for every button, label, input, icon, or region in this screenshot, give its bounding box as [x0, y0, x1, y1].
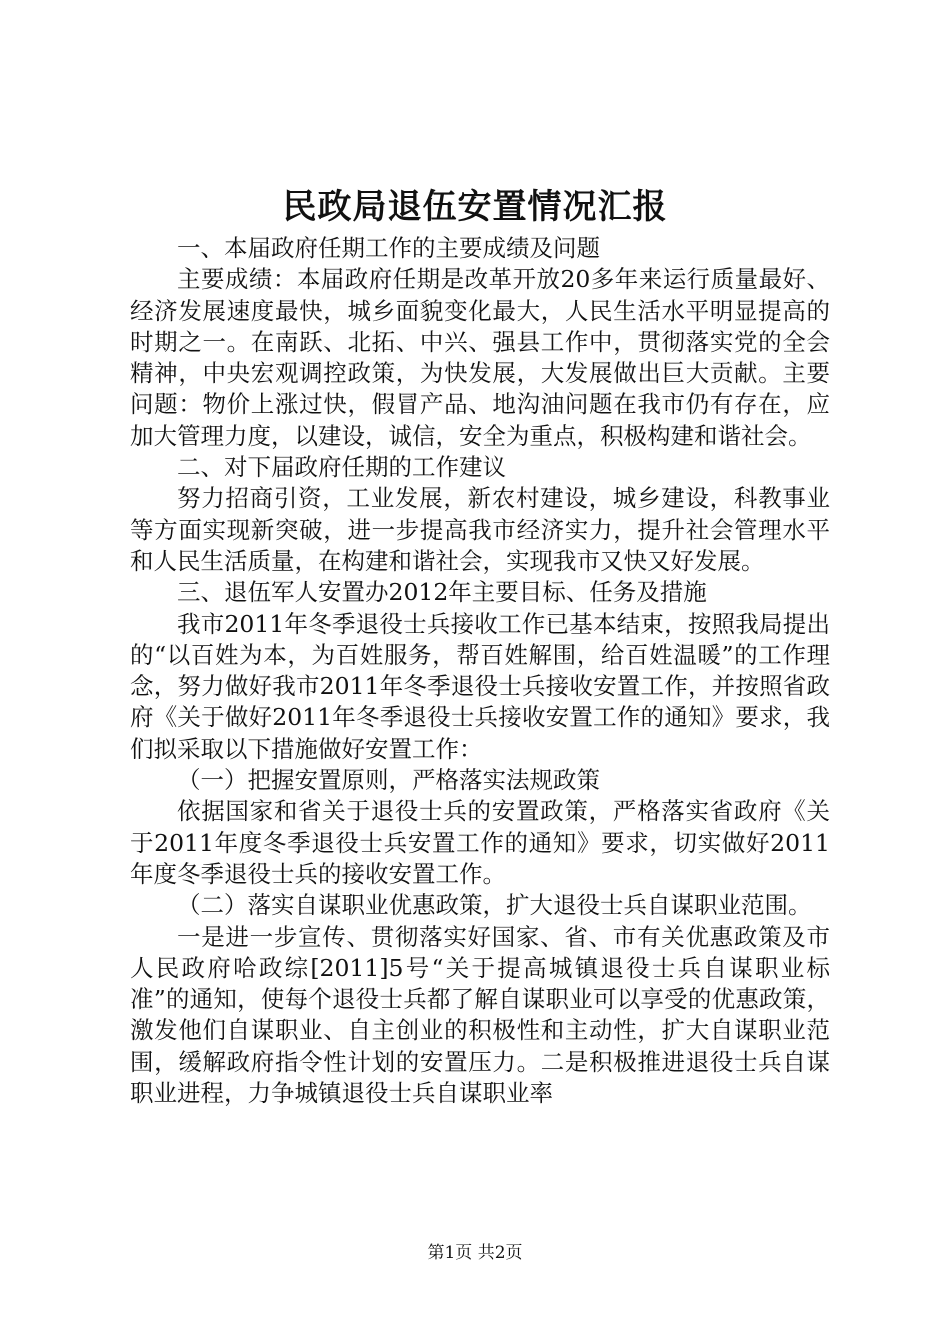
paragraph-achievements: 主要成绩：本届政府任期是改革开放20多年来运行质量最好、经济发展速度最快，城乡面貌变化最大，人民生活水平明显提高的时期之一。在南跃、北拓、中兴、强县工作中，贯彻落实党的全会精神，中央宏观调控政策，为快发展，大发展做出巨大贡献。主要问题：物价上涨过快，假冒产品、地沟油问题在我市仍有存在，应加大管理力度，以建设，诚信，安全为重点，积极构建和谐社会。 — [130, 265, 830, 450]
section-heading-2: 二、对下届政府任期的工作建议 — [177, 453, 506, 482]
paragraph-policy: 依据国家和省关于退役士兵的安置政策，严格落实省政府《关于2011年度冬季退役士兵安置工作的通知》要求，切实做好2011年度冬季退役士兵的接收安置工作。 — [130, 797, 830, 888]
paragraph-reception-work: 我市2011年冬季退役士兵接收工作已基本结束，按照我局提出的“以百姓为本，为百姓服务，帮百姓解围，给百姓温暖”的工作理念，努力做好我市2011年冬季退役士兵接收安置工作，并按照省政府《关于做好2011年冬季退役士兵接收安置工作的通知》要求，我们拟采取以下措施做好安置工作： — [130, 609, 830, 763]
section-heading-3: 三、退伍军人安置办2012年主要目标、任务及措施 — [177, 578, 707, 607]
document-body — [130, 233, 830, 1109]
document-title: 民政局退伍安置情况汇报 — [282, 187, 668, 227]
subsection-heading-1: （一）把握安置原则，严格落实法规政策 — [177, 766, 600, 795]
paragraph-suggestions: 努力招商引资，工业发展，新农村建设，城乡建设，科教事业等方面实现新突破，进一步提高我市经济实力，提升社会管理水平和人民生活质量，在构建和谐社会，实现我市又快又好发展。 — [130, 484, 830, 575]
section-heading-1: 一、本届政府任期工作的主要成绩及问题 — [177, 234, 600, 262]
subsection-heading-2: （二）落实自谋职业优惠政策，扩大退役士兵自谋职业范围。 — [177, 891, 812, 920]
page-number-footer: 第1页 共2页 — [427, 1243, 523, 1263]
paragraph-self-employment: 一是进一步宣传、贯彻落实好国家、省、市有关优惠政策及市人民政府哈政综[2011]5号“关于提高城镇退役士兵自谋职业标准”的通知，使每个退役士兵都了解自谋职业可以享受的优惠政策，激发他们自谋职业、自主创业的积极性和主动性，扩大自谋职业范围，缓解政府指令性计划的安置压力。二是积极推进退役士兵自谋职业进程，力争城镇退役士兵自谋职业率 — [130, 922, 830, 1108]
